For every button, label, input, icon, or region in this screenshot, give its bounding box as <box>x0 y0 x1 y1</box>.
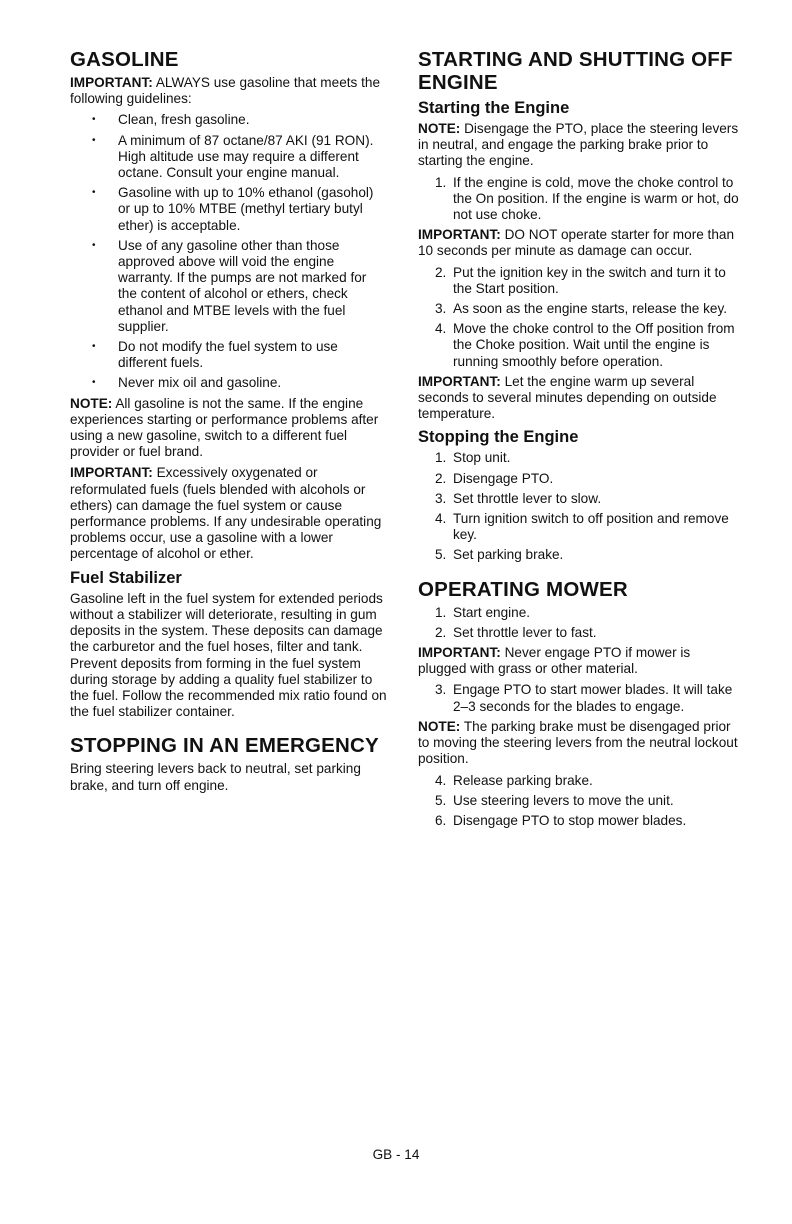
list-item <box>418 471 740 487</box>
list-item <box>418 547 740 563</box>
operating-steps-list-final <box>418 773 740 830</box>
important-text: DO NOT operate starter for more than 10 seconds per minute as damage can occur. <box>418 227 735 259</box>
step-text: Disengage PTO to stop mower blades. <box>453 812 687 828</box>
step-number: 1. <box>435 604 447 620</box>
step-number: 5. <box>435 547 447 563</box>
note-label: NOTE: <box>418 121 461 136</box>
important-text: Never engage PTO if mower is plugged with grass or other material. <box>418 645 691 677</box>
step-text: Set throttle lever to slow. <box>453 490 602 506</box>
list-item <box>418 813 740 829</box>
list-item <box>70 133 388 182</box>
list-item-text: Use of any gasoline other than those approved above will void the engine warranty. If the pumps are not marked for the content of alcohol or ethers, check ethanol and MTBE levels with the fuel supplier. <box>118 237 367 334</box>
step-text: Stop unit. <box>453 450 511 466</box>
step-number: 3. <box>435 301 447 317</box>
step-text: If the engine is cold, move the choke control to the On position. If the engine is warm or hot, do not use choke. <box>453 174 739 223</box>
fuel-stabilizer-heading: Fuel Stabilizer <box>70 568 182 587</box>
step-number: 2. <box>435 470 447 486</box>
gasoline-heading: GASOLINE <box>70 48 179 71</box>
list-item-text: A minimum of 87 octane/87 AKI (91 RON). High altitude use may require a different octane. Consult your engine manual. <box>118 132 374 181</box>
list-item <box>418 491 740 507</box>
gasoline-important <box>70 75 388 107</box>
note-label: NOTE: <box>418 718 461 734</box>
bullet-icon: • <box>92 341 96 353</box>
gasoline-note <box>70 396 388 461</box>
list-item-text: Gasoline with up to 10% ethanol (gasohol) or up to 10% MTBE (methyl tertiary butyl ether) is acceptable. <box>118 185 374 233</box>
list-item <box>418 301 740 317</box>
operating-steps-list-continued <box>418 682 740 714</box>
note-text: The parking brake must be disengaged prior to moving the steering levers from the neutral lockout position. <box>418 718 738 767</box>
important-label: IMPORTANT: <box>70 75 153 90</box>
step-text: Set parking brake. <box>453 547 564 563</box>
list-item <box>418 625 740 641</box>
operating-note <box>418 719 740 768</box>
list-item <box>418 321 740 370</box>
list-item <box>70 238 388 335</box>
bullet-icon: • <box>92 114 96 126</box>
gasoline-important-oxygenated <box>70 465 388 562</box>
list-item <box>418 450 740 466</box>
list-item <box>418 793 740 809</box>
step-number: 3. <box>435 682 447 698</box>
bullet-icon: • <box>92 187 96 199</box>
starting-important-warmup <box>418 374 740 423</box>
starting-steps-list <box>418 175 740 224</box>
note-text: All gasoline is not the same. If the engine experiences starting or performance problems after using a new gasoline, switch to a different fuel provider or fuel brand. <box>70 395 379 460</box>
list-item <box>70 339 388 371</box>
starting-engine-heading: Starting the Engine <box>418 99 570 117</box>
starting-note <box>418 121 740 170</box>
page-number: GB - 14 <box>372 1147 420 1162</box>
list-item <box>418 511 740 543</box>
important-label: IMPORTANT: <box>70 465 153 481</box>
step-number: 4. <box>435 511 447 527</box>
step-text: Start engine. <box>453 604 531 620</box>
starting-shutting-heading: STARTING AND SHUTTING OFF ENGINE <box>418 48 733 94</box>
step-text: Move the choke control to the Off position from the Choke position. Wait until the engine is running smoothly before operation. <box>453 321 735 369</box>
step-text: As soon as the engine starts, release the key. <box>453 301 728 317</box>
step-number: 6. <box>435 812 447 828</box>
step-number: 2. <box>435 264 447 280</box>
list-item <box>70 112 388 128</box>
important-label: IMPORTANT: <box>418 645 501 661</box>
list-item <box>418 682 740 714</box>
step-number: 2. <box>435 624 447 640</box>
emergency-heading: STOPPING IN AN EMERGENCY <box>70 734 379 758</box>
fuel-stabilizer-text: Gasoline left in the fuel system for extended periods without a stabilizer will deteriorate, resulting in gum deposits in the system. These deposits can damage the carburetor and the fuel hoses, filter and tank. Prevent deposits from forming in the fuel system during storage by adding a quality fuel stabilizer to the fuel. Follow the recommended mix ratio found on the fuel stabilizer container. <box>70 590 387 720</box>
right-column <box>418 48 740 833</box>
step-text: Disengage PTO. <box>453 470 554 486</box>
step-number: 4. <box>435 772 447 788</box>
step-text: Engage PTO to start mower blades. It will take 2–3 seconds for the blades to engage. <box>453 682 733 714</box>
list-item-text: Never mix oil and gasoline. <box>118 375 282 391</box>
important-text: Excessively oxygenated or reformulated fuels (fuels blended with alcohols or ethers) can damage the fuel system or cause performance problems. If any undesirable operating problems occur, use a gasoline with a lower percentage of alcohol or ether. <box>70 465 382 562</box>
bullet-icon: • <box>92 239 96 251</box>
stopping-steps-list <box>418 450 740 563</box>
step-text: Put the ignition key in the switch and turn it to the Start position. <box>453 264 726 296</box>
important-text: Let the engine warm up several seconds to several minutes depending on outside temperature. <box>418 373 717 422</box>
starting-important <box>418 227 740 259</box>
left-column <box>70 48 388 799</box>
operating-important <box>418 645 740 677</box>
step-text: Use steering levers to move the unit. <box>453 792 674 808</box>
list-item <box>418 773 740 789</box>
list-item-text: Clean, fresh gasoline. <box>118 112 250 128</box>
gasoline-guidelines-list <box>70 112 388 391</box>
bullet-icon: • <box>92 134 96 146</box>
step-text: Turn ignition switch to off position and remove key. <box>453 511 729 543</box>
list-item-text: Do not modify the fuel system to use different fuels. <box>118 339 338 371</box>
operating-mower-heading: OPERATING MOWER <box>418 577 628 601</box>
step-number: 1. <box>435 174 447 190</box>
note-label: NOTE: <box>70 395 113 411</box>
step-number: 5. <box>435 792 447 808</box>
step-number: 4. <box>435 321 447 337</box>
list-item <box>70 375 388 391</box>
list-item <box>70 185 388 234</box>
list-item <box>418 175 740 224</box>
operating-steps-list <box>418 605 740 641</box>
step-text: Set throttle lever to fast. <box>453 624 597 640</box>
stopping-engine-heading: Stopping the Engine <box>418 428 579 447</box>
bullet-icon: • <box>92 377 96 389</box>
important-text: ALWAYS use gasoline that meets the following guidelines: <box>70 75 381 107</box>
step-text: Release parking brake. <box>453 772 593 788</box>
note-text: Disengage the PTO, place the steering levers in neutral, and engage the parking brake prior to starting the engine. <box>418 121 739 169</box>
important-label: IMPORTANT: <box>418 373 501 389</box>
step-number: 1. <box>435 450 447 466</box>
emergency-text: Bring steering levers back to neutral, set parking brake, and turn off engine. <box>70 761 361 793</box>
list-item <box>418 605 740 621</box>
important-label: IMPORTANT: <box>418 227 501 243</box>
step-number: 3. <box>435 490 447 506</box>
list-item <box>418 265 740 297</box>
starting-steps-list-continued <box>418 265 740 370</box>
